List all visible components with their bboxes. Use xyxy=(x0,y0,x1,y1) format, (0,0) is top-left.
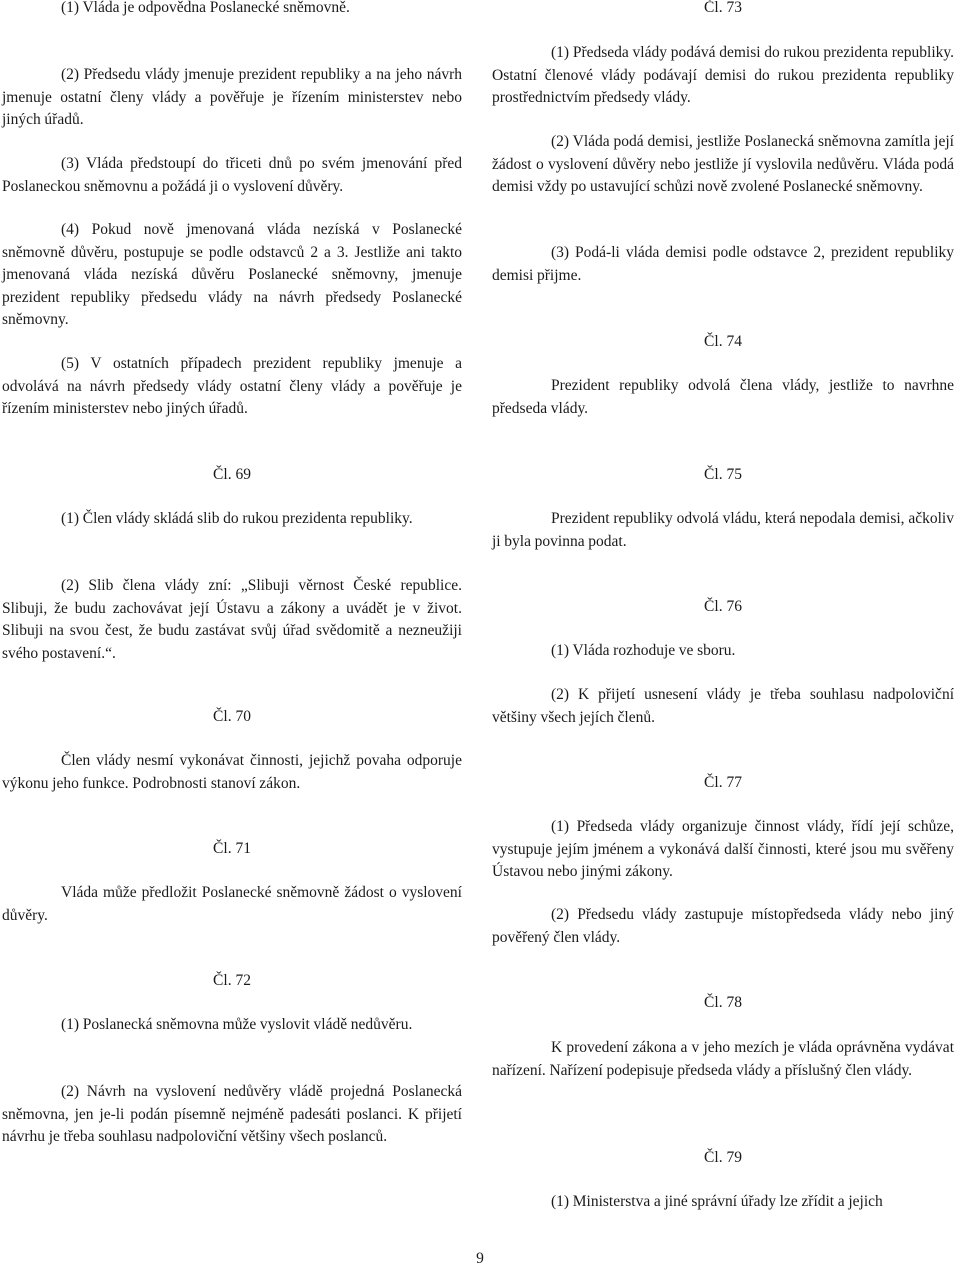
art68-paragraph-3: (3) Vláda předstoupí do třiceti dnů po svém jmenování před Poslaneckou sněmovnu a požádá ji o vyslovení důvěry. xyxy=(2,155,462,195)
art75-paragraph-1: Prezident republiky odvolá vládu, která nepodala demisi, ačkoliv ji byla povinna podat. xyxy=(492,510,954,550)
page-number: 9 xyxy=(476,1250,484,1267)
art68-paragraph-4: (4) Pokud nově jmenovaná vláda nezíská v Poslanecké sněmovně důvěru, postupuje se podle odstavců 2 a 3. Jestliže ani takto jmenovaná vláda nezíská důvěru Poslanecké sněmovny, jmenuje prezident republiky předsedu vlády na návrh předsedy Poslanecké sněmovny. xyxy=(2,221,462,328)
article-76-heading: Čl. 76 xyxy=(704,598,742,615)
article-74-heading: Čl. 74 xyxy=(704,333,742,350)
art74-paragraph-1: Prezident republiky odvolá člena vlády, jestliže to navrhne předseda vlády. xyxy=(492,377,954,417)
art73-paragraph-2: (2) Vláda podá demisi, jestliže Poslanecká sněmovna zamítla její žádost o vyslovení důvěry nebo jestliže jí vyslovila nedůvěru. Vláda podá demisi vždy po ustavující schůzi nově zvolené Poslanecké sněmovny. xyxy=(492,133,954,195)
article-75-heading: Čl. 75 xyxy=(704,466,742,483)
art71-paragraph-1: Vláda může předložit Poslanecké sněmovně žádost o vyslovení důvěry. xyxy=(2,884,462,924)
art76-paragraph-1: (1) Vláda rozhoduje ve sboru. xyxy=(551,642,736,659)
art68-paragraph-2: (2) Předsedu vlády jmenuje prezident republiky a na jeho návrh jmenuje ostatní členy vlády a pověřuje je řízením ministerstev nebo jiných úřadů. xyxy=(2,66,462,128)
art68-paragraph-5: (5) V ostatních případech prezident republiky jmenuje a odvolává na návrh předsedy vlády ostatní členy vlády a pověřuje je řízením ministerstev nebo jiných úřadů. xyxy=(2,355,462,417)
art73-paragraph-3: (3) Podá-li vláda demisi podle odstavce 2, prezident republiky demisi přijme. xyxy=(492,244,954,284)
art68-paragraph-1: (1) Vláda je odpovědna Poslanecké sněmovně. xyxy=(61,0,350,16)
article-70-heading: Čl. 70 xyxy=(213,708,251,725)
article-79-heading: Čl. 79 xyxy=(704,1149,742,1166)
article-77-heading: Čl. 77 xyxy=(704,774,742,791)
article-72-heading: Čl. 72 xyxy=(213,972,251,989)
art73-paragraph-1: (1) Předseda vlády podává demisi do rukou prezidenta republiky. Ostatní členové vlády podávají demisi do rukou prezidenta republiky prostřednictvím předsedy vlády. xyxy=(492,44,954,106)
article-71-heading: Čl. 71 xyxy=(213,840,251,857)
art78-paragraph-1: K provedení zákona a v jeho mezích je vláda oprávněna vydávat nařízení. Nařízení podepisuje předseda vlády a příslušný člen vlády. xyxy=(492,1039,954,1079)
art77-paragraph-1: (1) Předseda vlády organizuje činnost vlády, řídí její schůze, vystupuje jejím jménem a vykonává další činnosti, které jsou mu svěřeny Ústavou nebo jinými zákony. xyxy=(492,818,954,880)
art69-paragraph-2: (2) Slib člena vlády zní: „Slibuji věrnost České republice. Slibuji, že budu zachovávat její Ústavu a zákony a uvádět je v život. Slibuji na svou čest, že budu zastávat svůj úřad svědomitě a nezneužiji svého postavení.“. xyxy=(2,577,462,662)
art79-paragraph-1: (1) Ministerstva a jiné správní úřady lze zřídit a jejich xyxy=(551,1193,883,1210)
art76-paragraph-2: (2) K přijetí usnesení vlády je třeba souhlasu nadpoloviční většiny všech jejích členů. xyxy=(492,686,954,726)
art70-paragraph-1: Člen vlády nesmí vykonávat činnosti, jejichž povaha odporuje výkonu jeho funkce. Podrobnosti stanoví zákon. xyxy=(2,752,462,792)
art72-paragraph-1: (1) Poslanecká sněmovna může vyslovit vládě nedůvěru. xyxy=(61,1016,413,1033)
art69-paragraph-1: (1) Člen vlády skládá slib do rukou prezidenta republiky. xyxy=(61,510,413,527)
art77-paragraph-2: (2) Předsedu vlády zastupuje místopředseda vlády nebo jiný pověřený člen vlády. xyxy=(492,906,954,946)
article-78-heading: Čl. 78 xyxy=(704,994,742,1011)
article-73-heading: Čl. 73 xyxy=(704,0,742,16)
article-69-heading: Čl. 69 xyxy=(213,466,251,483)
art72-paragraph-2: (2) Návrh na vyslovení nedůvěry vládě projedná Poslanecká sněmovna, jen je-li podán písemně nejméně padesáti poslanci. K přijetí návrhu je třeba souhlasu nadpoloviční většiny všech poslanců. xyxy=(2,1083,462,1145)
